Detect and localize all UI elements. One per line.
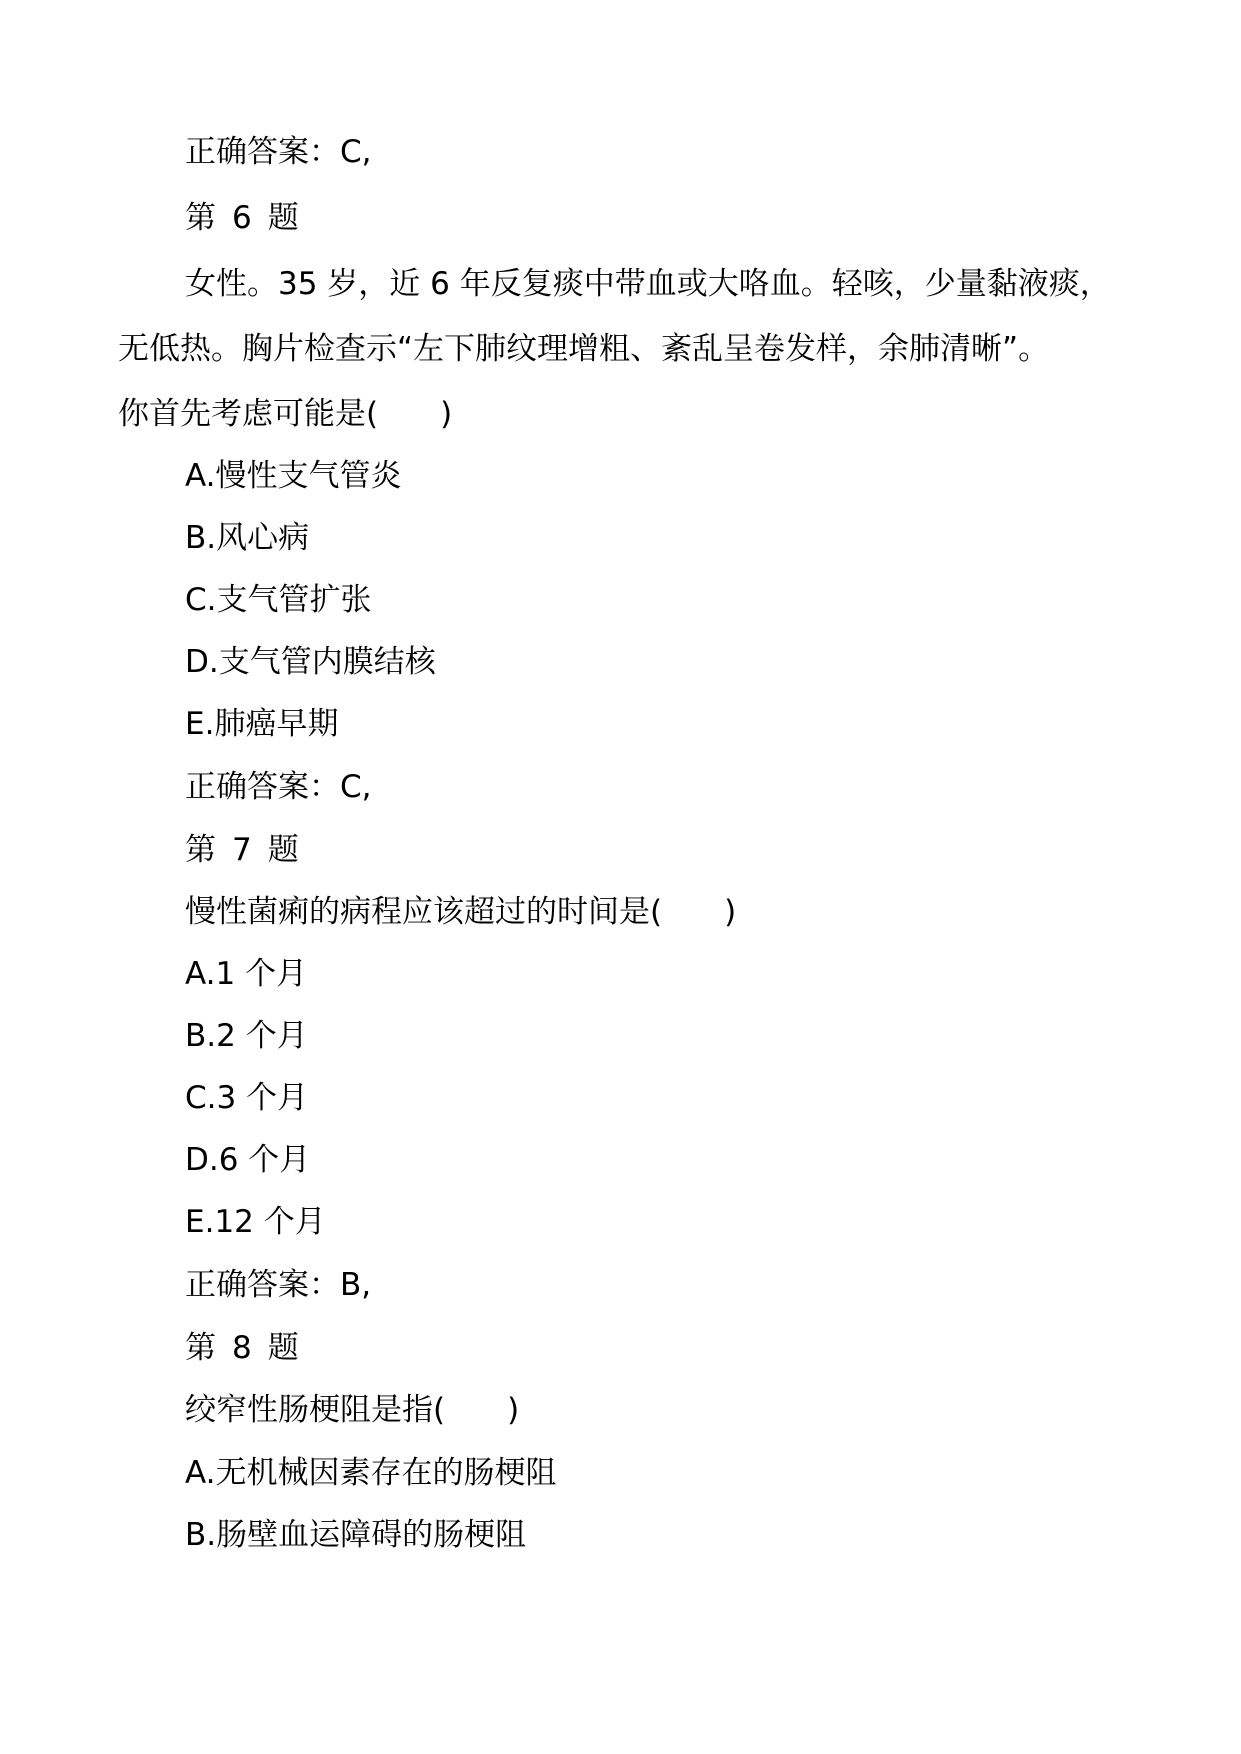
question-suffix: 题: [267, 200, 299, 236]
answer-line: 正确答案：C,: [185, 134, 372, 170]
answer-line: 正确答案：C,: [185, 769, 372, 805]
question-stem-6: [118, 252, 1138, 447]
stem-line-2: 无低热。胸片检查示“左下肺纹理增粗、紊乱呈卷发样，余肺清晰”。: [118, 331, 1050, 367]
option-a: A.慢性支气管炎: [185, 458, 402, 494]
question-number: 6: [232, 200, 252, 236]
option-d: D.支气管内膜结核: [185, 644, 436, 680]
question-stem-8: 绞窄性肠梗阻是指( ): [185, 1392, 520, 1428]
option-d: D.6 个月: [185, 1142, 311, 1178]
question-number: 8: [232, 1330, 252, 1366]
question-heading-7: [0, 818, 1241, 882]
option-b: B.风心病: [185, 520, 310, 556]
stem-line-3: 你首先考虑可能是( ): [118, 396, 453, 432]
question-suffix: 题: [267, 1330, 299, 1366]
option-a: A.无机械因素存在的肠梗阻: [185, 1455, 557, 1491]
option-c: C.支气管扩张: [185, 582, 372, 618]
question-stem-7: 慢性菌痢的病程应该超过的时间是( ): [185, 894, 737, 930]
option-e: E.12 个月: [185, 1204, 326, 1240]
option-a: A.1 个月: [185, 956, 308, 992]
option-b: B.肠壁血运障碍的肠梗阻: [185, 1517, 527, 1553]
question-prefix: 第: [185, 1330, 216, 1366]
option-c: C.3 个月: [185, 1080, 309, 1116]
question-heading-8: [0, 1316, 1241, 1380]
question-heading-6: [0, 186, 1241, 250]
option-e: E.肺癌早期: [185, 706, 339, 742]
question-prefix: 第: [185, 200, 216, 236]
answer-line: 正确答案：B,: [185, 1267, 372, 1303]
question-prefix: 第: [185, 832, 216, 868]
option-b: B.2 个月: [185, 1018, 308, 1054]
question-number: 7: [232, 832, 252, 868]
question-suffix: 题: [267, 832, 299, 868]
stem-line-1: 女性。35 岁，近 6 年反复痰中带血或大咯血。轻咳，少量黏液痰，: [185, 266, 1111, 302]
